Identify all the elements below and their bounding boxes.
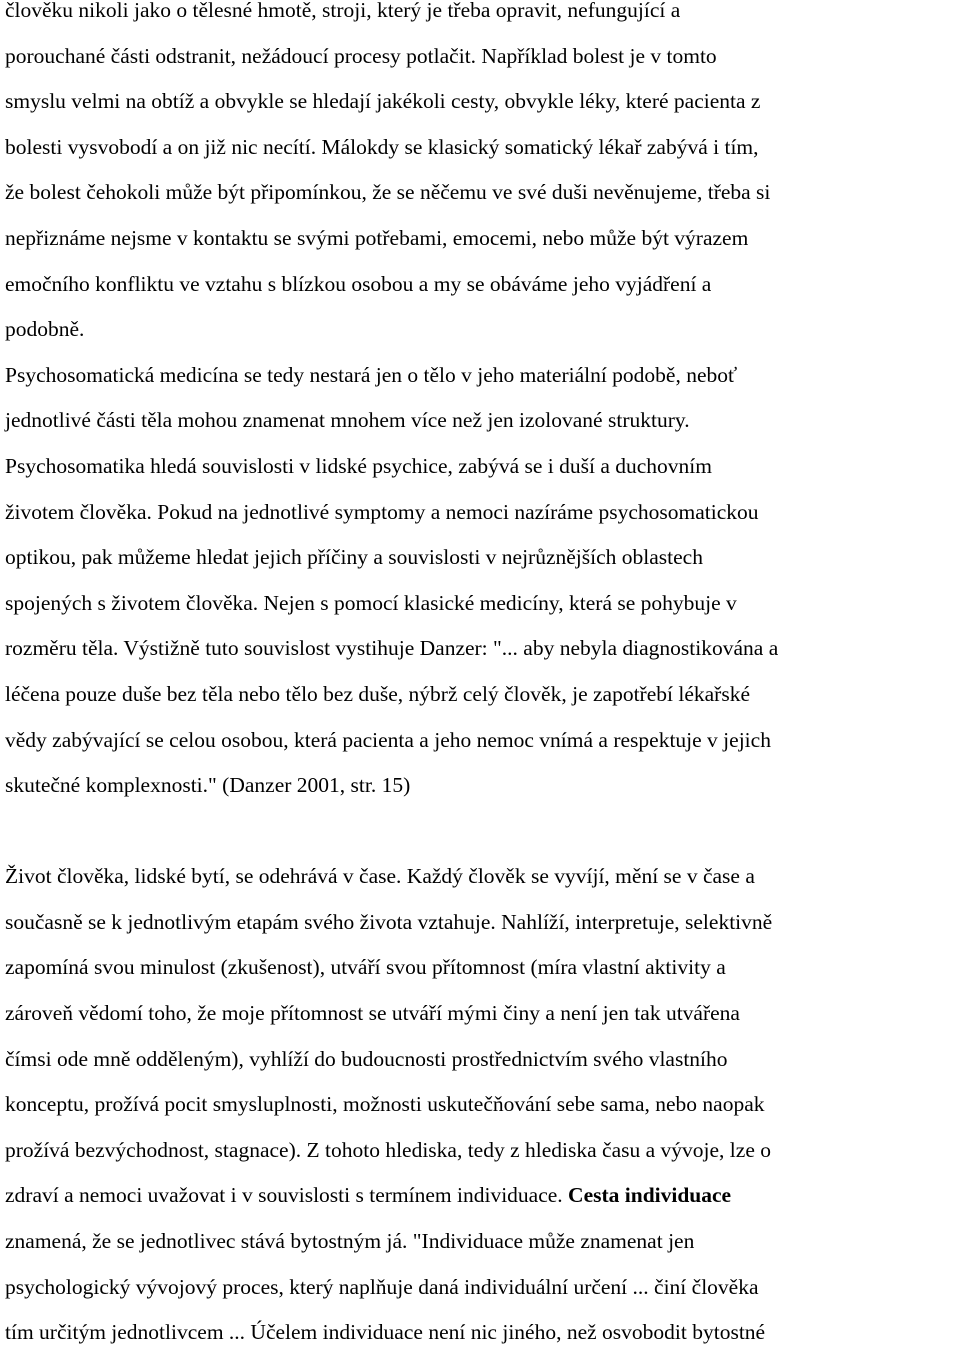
text-line: emočního konfliktu ve vztahu s blízkou osobou a my se obáváme jeho vyjádření a xyxy=(5,271,712,296)
text-line: Život člověka, lidské bytí, se odehrává v čase. Každý člověk se vyvíjí, mění se v čase a xyxy=(5,864,755,889)
text-line: prožívá bezvýchodnost, stagnace). Z tohoto hlediska, tedy z hlediska času a vývoje, lze o xyxy=(5,1137,771,1162)
text-line: člověku nikoli jako o tělesné hmotě, stroji, který je třeba opravit, nefungující a xyxy=(5,0,681,22)
text-line: skutečné komplexnosti." (Danzer 2001, str. 15) xyxy=(5,773,411,798)
text-line: tím určitým jednotlivcem ... Účelem individuace není nic jiného, než osvobodit bytostné xyxy=(5,1320,766,1345)
text-line: nepřiznáme nejsme v kontaktu se svými potřebami, emocemi, nebo může být výrazem xyxy=(5,225,749,250)
text-line: jednotlivé části těla mohou znamenat mnohem více než jen izolované struktury. xyxy=(5,408,690,433)
text-line: spojených s životem člověka. Nejen s pomocí klasické medicíny, která se pohybuje v xyxy=(5,590,737,615)
text-line: současně se k jednotlivým etapám svého života vztahuje. Nahlíží, interpretuje, selektivně xyxy=(5,909,773,934)
text-line: Psychosomatická medicína se tedy nestará jen o tělo v jeho materiální podobě, neboť xyxy=(5,362,738,387)
paragraph-2 xyxy=(5,353,957,809)
text-line: podobně. xyxy=(5,317,85,342)
text-line: znamená, že se jednotlivec stává bytostným já. "Individuace může znamenat jen xyxy=(5,1229,695,1254)
text-line: psychologický vývojový proces, který naplňuje daná individuální určení ... činí člověka xyxy=(5,1274,759,1299)
text-line-with-bold-term xyxy=(5,1173,957,1219)
text-line: zároveň vědomí toho, že moje přítomnost se utváří mými činy a není jen tak utvářena xyxy=(5,1001,740,1026)
text-line: konceptu, prožívá pocit smysluplnosti, možnosti uskutečňování sebe sama, nebo naopak xyxy=(5,1092,765,1117)
text-line: čímsi ode mně odděleným), vyhlíží do budoucnosti prostřednictvím svého vlastního xyxy=(5,1046,728,1071)
bold-term: Cesta individuace xyxy=(568,1183,732,1208)
paragraph-1 xyxy=(5,0,957,353)
text-segment: zdraví a nemoci uvažovat i v souvislosti s termínem individuace. xyxy=(5,1183,569,1208)
text-line: optikou, pak můžeme hledat jejich příčiny a souvislosti v nejrůznějších oblastech xyxy=(5,545,703,570)
document-page xyxy=(5,0,957,1356)
text-line: rozměru těla. Výstižně tuto souvislost vystihuje Danzer: "... aby nebyla diagnostikována a xyxy=(5,636,779,661)
text-line: že bolest čehokoli může být připomínkou, že se něčemu ve své duši nevěnujeme, třeba si xyxy=(5,180,771,205)
text-line: porouchané části odstranit, nežádoucí procesy potlačit. Například bolest je v tomto xyxy=(5,43,717,68)
text-line: zapomíná svou minulost (zkušenost), utváří svou přítomnost (míra vlastní aktivity a xyxy=(5,955,726,980)
paragraph-spacer xyxy=(5,809,957,855)
text-line: bolesti vysvobodí a on již nic necítí. Málokdy se klasický somatický lékař zabývá i tím, xyxy=(5,134,759,159)
text-line: smyslu velmi na obtíž a obvykle se hledají jakékoli cesty, obvykle léky, které pacienta z xyxy=(5,89,761,114)
text-line: životem člověka. Pokud na jednotlivé symptomy a nemoci nazíráme psychosomatickou xyxy=(5,499,759,524)
paragraph-3 xyxy=(5,854,957,1356)
text-line: vědy zabývající se celou osobou, která pacienta a jeho nemoc vnímá a respektuje v jejich xyxy=(5,727,771,752)
text-line: léčena pouze duše bez těla nebo tělo bez duše, nýbrž celý člověk, je zapotřebí lékařské xyxy=(5,681,750,706)
text-line: Psychosomatika hledá souvislosti v lidské psychice, zabývá se i duší a duchovním xyxy=(5,453,713,478)
